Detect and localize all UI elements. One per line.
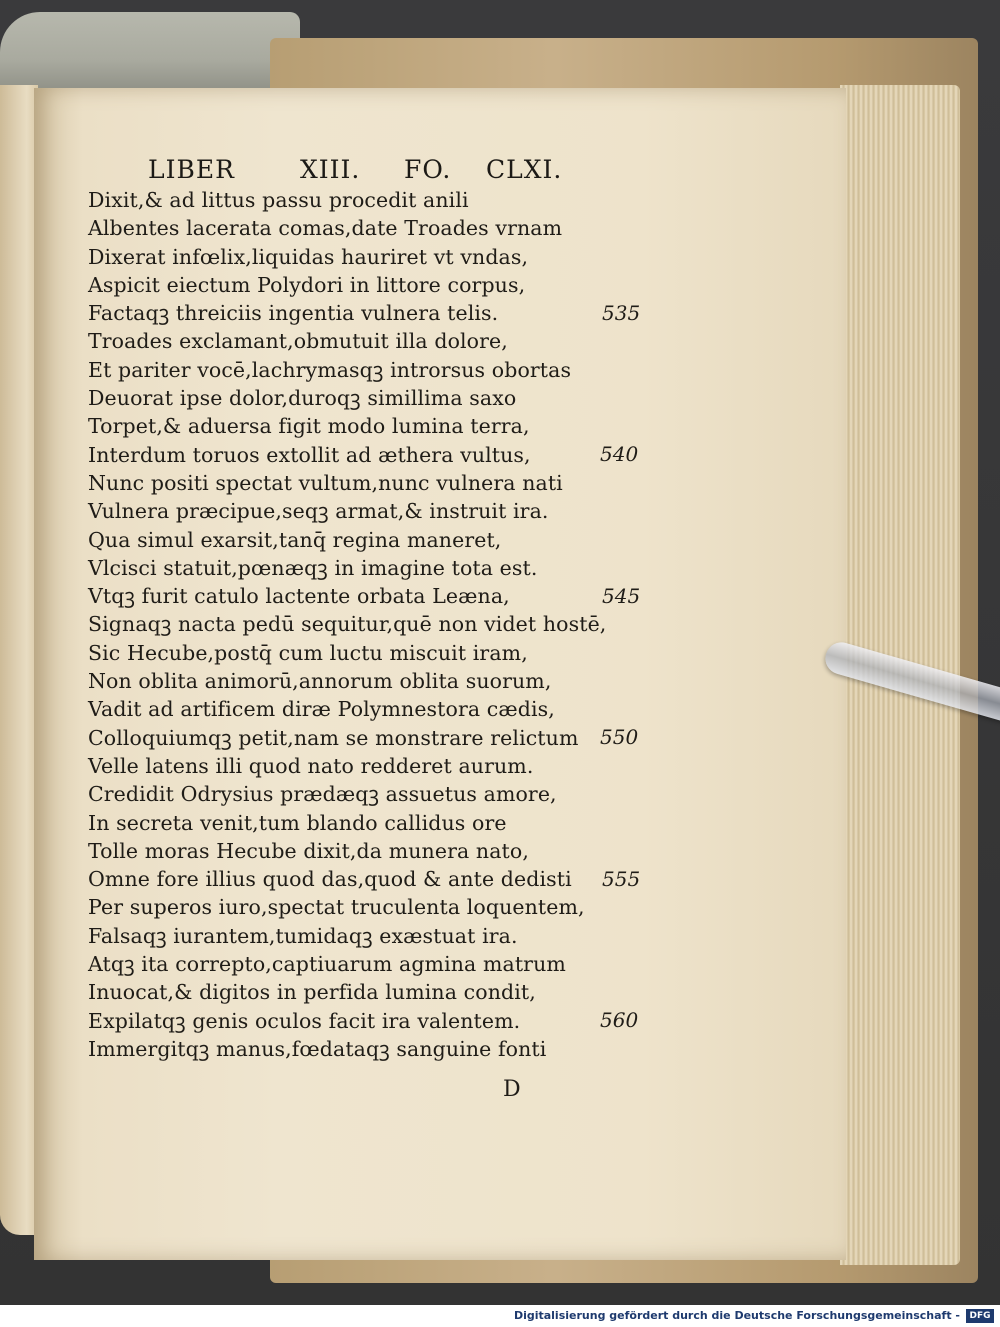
verse-line: Vtqꝫ furit catulo lactente orbata Leæna,: [88, 584, 510, 609]
verse-line: Et pariter vocē,lachrymasqꝫ introrsus obortas: [88, 357, 572, 382]
verse-line: Credidit Odrysius prædæqꝫ assuetus amore,: [88, 782, 557, 807]
line-number: 535: [602, 300, 641, 325]
verse-line: Vadit ad artificem diræ Polymnestora cædis,: [88, 697, 555, 722]
verse-line: Qua simul exarsit,tanq̄ regina maneret,: [88, 527, 502, 552]
verse-line: Dixit,& ad littus passu procedit anili: [88, 188, 469, 212]
verse-line: Vlcisci statuit,pœnæqꝫ in imagine tota est.: [88, 555, 538, 580]
left-page-edge: [0, 85, 38, 1235]
verse-line: In secreta venit,tum blando callidus ore: [88, 810, 507, 835]
verse-line: Velle latens illi quod nato redderet aurum.: [88, 753, 534, 778]
verse-line: Omne fore illius quod das,quod & ante dedisti: [88, 867, 572, 892]
verse-line: Tolle moras Hecube dixit,da munera nato,: [88, 838, 529, 863]
verse-line: Signaqꝫ nacta pedū sequitur,quē non videt hostē,: [88, 612, 607, 637]
verse-line: Per superos iuro,spectat truculenta loquentem,: [88, 895, 585, 920]
verse-line: Colloquiumqꝫ petit,nam se monstrare relictum: [88, 725, 579, 750]
verse-line: Torpet,& aduersa figit modo lumina terra,: [88, 414, 530, 439]
verse-line: Non oblita animorū,annorum oblita suorum,: [88, 669, 552, 694]
verse-line: Vulnera præcipue,seqꝫ armat,& instruit ira.: [88, 499, 549, 524]
line-number: 560: [600, 1008, 639, 1033]
verse-line: Interdum toruos extollit ad æthera vultus,: [88, 442, 531, 467]
verse-text-block: [88, 186, 608, 1063]
verse-line: Sic Hecube,postq̄ cum luctu miscuit iram,: [88, 640, 528, 665]
signature-mark: D: [503, 1077, 521, 1102]
verse-line: Inuocat,& digitos in perfida lumina condit,: [88, 980, 536, 1005]
verse-line: Albentes lacerata comas,date Troades vrnam: [88, 216, 563, 241]
verse-line: Expilatqꝫ genis oculos facit ira valentem.: [88, 1008, 521, 1033]
verse-line: Factaqꝫ threiciis ingentia vulnera telis.: [88, 301, 499, 326]
running-head-fo: FO.: [404, 155, 452, 184]
dfg-logo: DFG: [966, 1309, 994, 1323]
verse-line: Immergitqꝫ manus,fœdataqꝫ sanguine fonti: [88, 1036, 547, 1061]
footer-credit-text: Digitalisierung gefördert durch die Deutsche Forschungsgemeinschaft -: [513, 1309, 960, 1322]
verse-line: Deuorat ipse dolor,duroqꝫ simillima saxo: [88, 386, 517, 411]
verse-line: Nunc positi spectat vultum,nunc vulnera nati: [88, 470, 563, 495]
line-number: 550: [600, 725, 639, 750]
book-cover-spine: [0, 12, 300, 92]
verse-line: Dixerat infœlix,liquidas hauriret vt vndas,: [88, 244, 529, 269]
verse-line: Troades exclamant,obmutuit illa dolore,: [88, 329, 508, 354]
verse-line: Falsaqꝫ iurantem,tumidaqꝫ exæstuat ira.: [88, 923, 518, 948]
verse-line: Atqꝫ ita correpto,captiuarum agmina matrum: [88, 952, 566, 977]
line-number: 540: [600, 442, 639, 467]
line-number: 555: [602, 866, 641, 891]
running-head-folio: CLXI.: [486, 155, 563, 184]
line-number: 545: [602, 583, 641, 608]
digitization-footer: [0, 1305, 1000, 1327]
running-head-book-number: XIII.: [300, 155, 361, 184]
verse-line: Aspicit eiectum Polydori in littore corpus,: [88, 272, 526, 297]
running-head-book: LIBER: [148, 155, 235, 184]
